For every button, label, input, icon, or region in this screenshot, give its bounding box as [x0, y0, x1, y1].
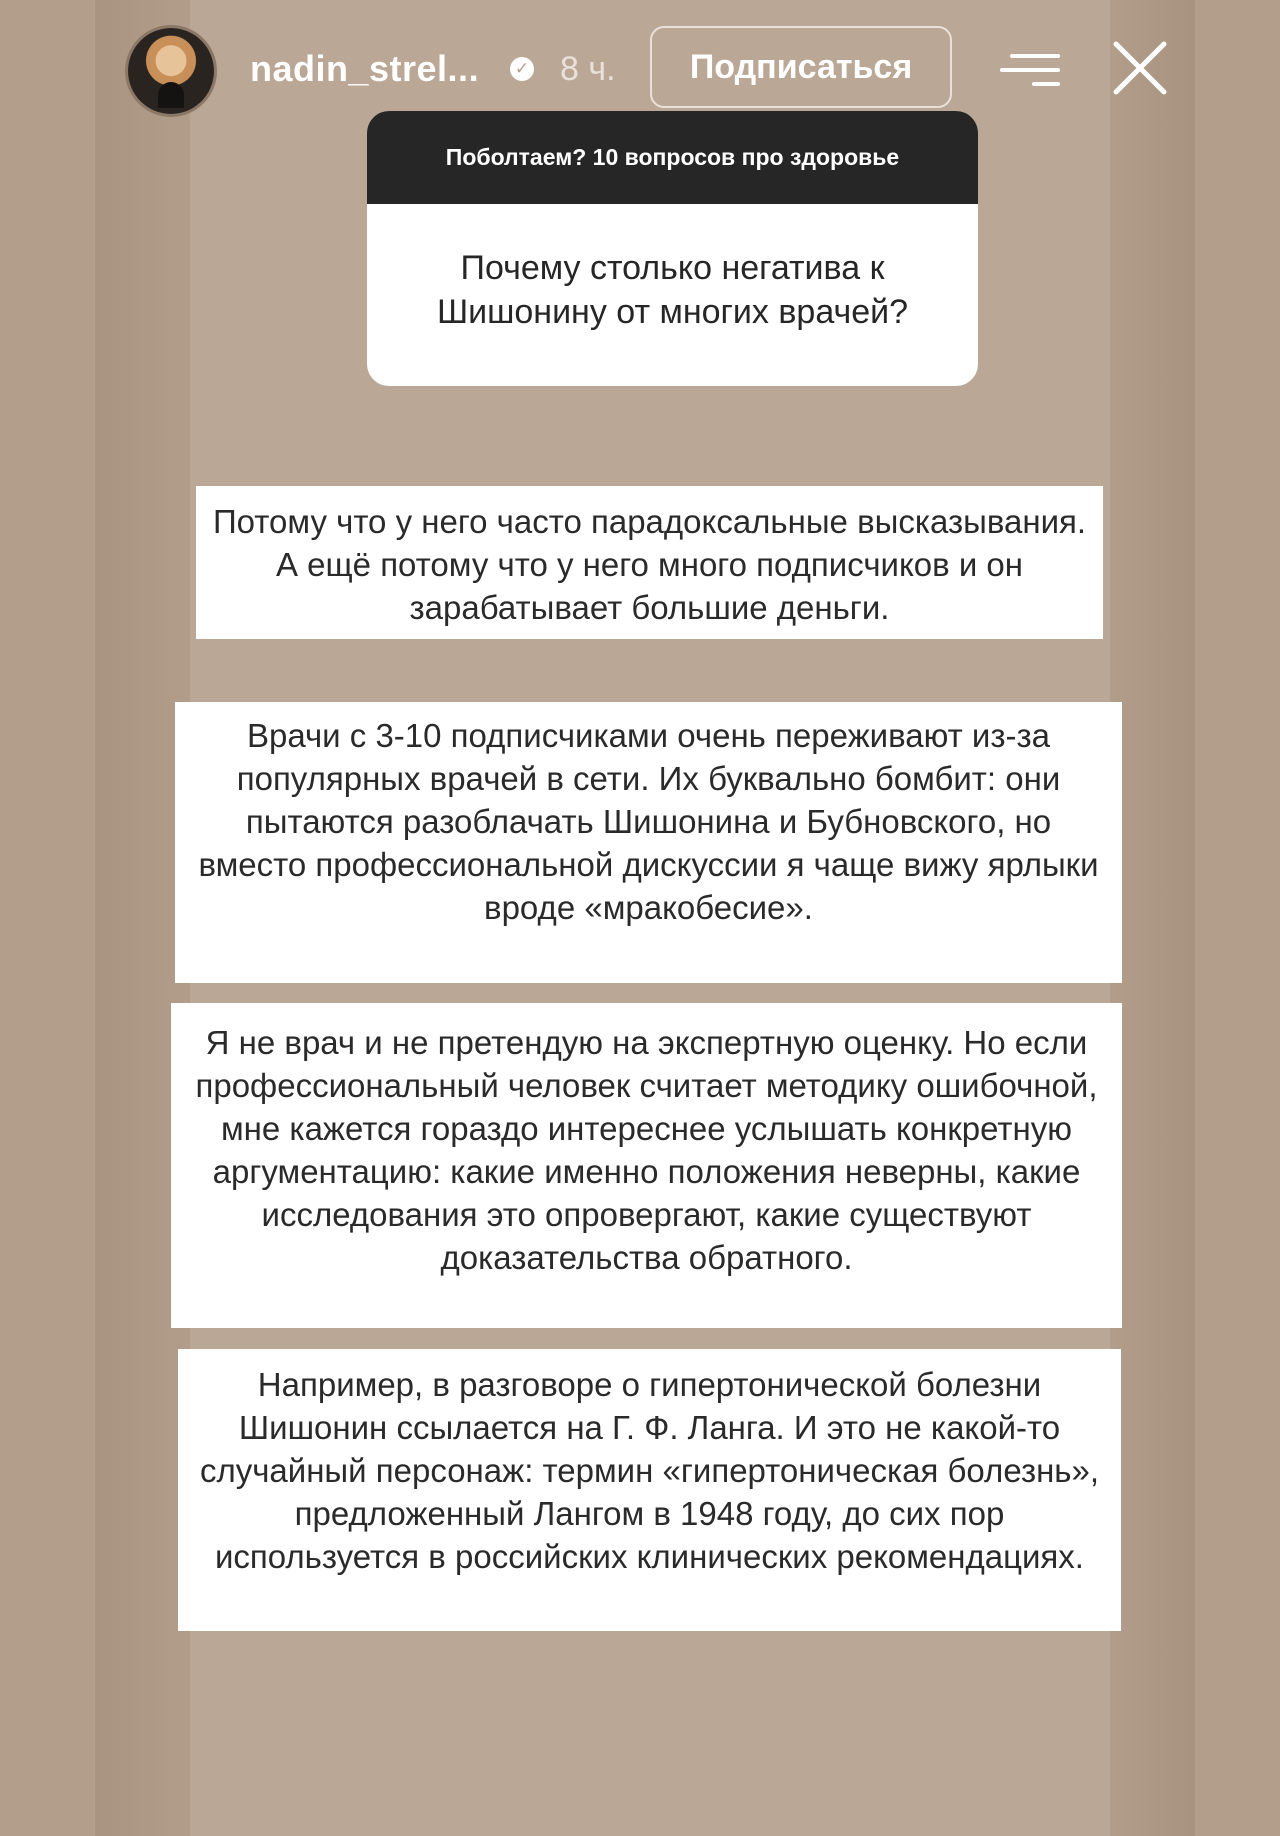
post-time: 8 ч. — [560, 50, 616, 88]
question-sticker-title: Поболтаем? 10 вопросов про здоровье — [367, 111, 978, 204]
question-text: Почему столько негатива к Шишонину от многих врачей? — [436, 249, 909, 331]
answer-text-box: Потому что у него часто парадоксальные высказывания. А ещё потому что у него много подписчиков и он зарабатывает большие деньги. — [196, 486, 1103, 639]
username[interactable]: nadin_strel... — [250, 48, 480, 89]
close-icon[interactable] — [1110, 38, 1170, 98]
avatar[interactable] — [128, 28, 214, 114]
answer-text-box: Например, в разговоре о гипертонической болезни Шишонин ссылается на Г. Ф. Ланга. И это не какой-то случайный персонаж: термин «гипертоническая болезнь», предложенный Лангом в 1948 году, до сих пор используется в российских клинических рекомендациях. — [178, 1349, 1121, 1631]
question-sticker — [367, 111, 978, 386]
answer-text-box: Врачи с 3-10 подписчиками очень переживают из-за популярных врачей в сети. Их буквально бомбит: они пытаются разоблачать Шишонина и Бубновского, но вместо профессиональной дискуссии я чаще вижу ярлыки вроде «мракобесие». — [175, 702, 1122, 983]
subscribe-button[interactable]: Подписаться — [650, 26, 952, 108]
answer-text-box: Я не врач и не претендую на экспертную оценку. Но если профессиональный человек считает методику ошибочной, мне кажется гораздо интереснее услышать конкретную аргументацию: какие именно положения неверны, какие исследования это опровергают, какие существуют доказательства обратного. — [171, 1003, 1122, 1328]
verified-badge-icon: ✓ — [510, 57, 534, 81]
story-edge-right — [1110, 0, 1195, 1836]
menu-icon[interactable] — [1000, 50, 1060, 90]
story-header — [0, 12, 1280, 112]
